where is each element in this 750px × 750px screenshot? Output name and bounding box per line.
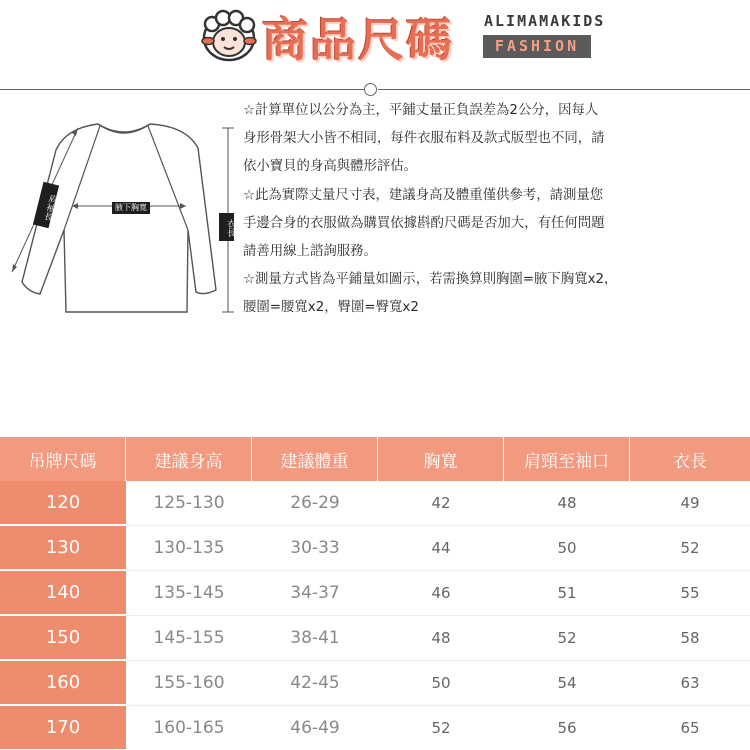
header-chest: 胸寬: [378, 437, 504, 481]
chest-cell: 42: [378, 481, 504, 526]
header-height: 建議身高: [126, 437, 252, 481]
height-cell: 160-165: [126, 706, 252, 750]
sleeve-cell: 50: [504, 526, 630, 571]
note-line: ☆此為實際丈量尺寸表，建議身高及體重僅供參考，請測量您: [243, 187, 604, 203]
height-cell: 155-160: [126, 661, 252, 706]
note-line: 腰圍=腰寬x2，臀圍=臀寬x2: [243, 300, 419, 316]
table-row: [0, 481, 750, 526]
note-line: 依小寶貝的身高與體形評估。: [243, 159, 418, 175]
header-length: 衣長: [673, 451, 707, 472]
chest-width-label: 腋下胸寬: [112, 202, 150, 214]
weight-cell: 26-29: [252, 481, 378, 526]
size-cell: 130: [0, 526, 126, 571]
height-cell: 130-135: [126, 526, 252, 571]
size-cell: 170: [0, 706, 126, 750]
table-header-row: [0, 437, 750, 481]
size-cell: 120: [0, 481, 126, 526]
table-row: [0, 571, 750, 616]
header: [0, 0, 750, 90]
length-cell: 55: [630, 571, 750, 616]
weight-cell: 46-49: [252, 706, 378, 750]
note-line: ☆測量方式皆為平鋪量如圖示，若需換算則胸圍=腋下胸寬x2，: [243, 272, 618, 288]
weight-cell: 38-41: [252, 616, 378, 661]
note-line: 手邊合身的衣服做為購買依據斟酌尺碼是否加大，有任何問題: [243, 215, 605, 231]
header-weight: 建議體重: [252, 437, 378, 481]
header-tag-size: 吊牌尺碼: [0, 437, 126, 481]
height-cell: 125-130: [126, 481, 252, 526]
divider-left: [0, 89, 364, 90]
note-line: 身形骨架大小皆不相同，每件衣服布料及款式版型也不同，請: [243, 131, 605, 147]
divider-circle-icon: [364, 83, 377, 96]
sleeve-cell: 51: [504, 571, 630, 616]
length-cell: 65: [630, 706, 750, 750]
brand-tagline: FASHION: [483, 35, 591, 58]
note-line: ☆計算單位以公分為主，平鋪丈量正負誤差為2公分，因每人: [243, 103, 599, 118]
weight-cell: 42-45: [252, 661, 378, 706]
sleeve-cell: 56: [504, 706, 630, 750]
header-sleeve: 肩頸至袖口: [504, 437, 630, 481]
chest-cell: 52: [378, 706, 504, 750]
chest-cell: 44: [378, 526, 504, 571]
size-notes: [243, 97, 695, 323]
size-table: [0, 437, 750, 750]
size-cell: 160: [0, 661, 126, 706]
table-row: [0, 661, 750, 706]
length-cell: 58: [630, 616, 750, 661]
page-title: 商品尺碼: [262, 13, 454, 67]
sheep-logo-icon: [198, 8, 260, 66]
divider-right: [378, 89, 750, 90]
chest-cell: 50: [378, 661, 504, 706]
sleeve-cell: 52: [504, 616, 630, 661]
note-line: 請善用線上諮詢服務。: [243, 243, 377, 259]
sleeve-length-label: 肩袖長: [33, 182, 59, 229]
length-cell: 49: [630, 481, 750, 526]
length-cell: 63: [630, 661, 750, 706]
brand-name: ALIMAMAKIDS: [484, 12, 606, 30]
sleeve-cell: 48: [504, 481, 630, 526]
weight-cell: 30-33: [252, 526, 378, 571]
chest-cell: 48: [378, 616, 504, 661]
chest-cell: 46: [378, 571, 504, 616]
sleeve-cell: 54: [504, 661, 630, 706]
size-cell: 150: [0, 616, 126, 661]
length-cell: 52: [630, 526, 750, 571]
weight-cell: 34-37: [252, 571, 378, 616]
table-row: [0, 616, 750, 661]
table-row: [0, 706, 750, 750]
height-cell: 135-145: [126, 571, 252, 616]
length-label: 衣長: [219, 213, 234, 241]
table-row: [0, 526, 750, 571]
size-cell: 140: [0, 571, 126, 616]
height-cell: 145-155: [126, 616, 252, 661]
